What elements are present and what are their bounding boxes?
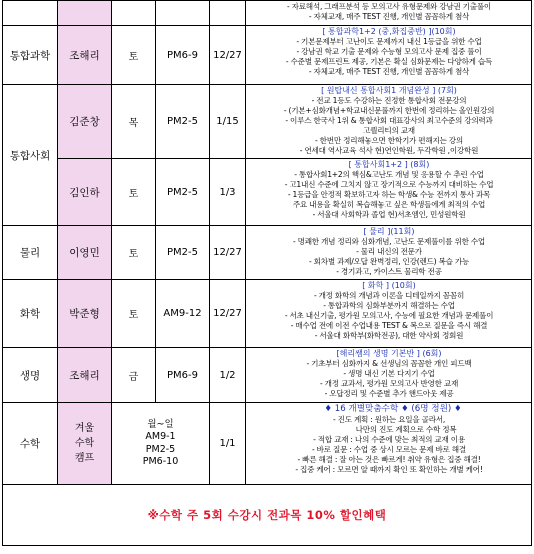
description-line: - 오답정리 및 수준별 추가 핸드아웃 제공 — [324, 389, 454, 399]
description-line: - 빠른 해결 : 잘 아는 것은 빠르게! 취약 유형은 집중 해결! — [297, 455, 481, 465]
schedule-row-integrated-society-1 — [3, 85, 532, 159]
time-cell: PM6-9 — [156, 26, 210, 85]
course-header: [해리쌤의 생명 기본반 ] (6회) — [336, 349, 442, 358]
description-cell — [246, 348, 532, 403]
description-line: - 회차별 과제/오답 완벽정리, 인강(렌드) 복습 가능 — [309, 257, 469, 267]
description-line: 고퀄리티의 교재 — [363, 126, 415, 136]
start-date-cell: 12/27 — [210, 26, 246, 85]
description-line: - 통합사회1+2의 핵심&고난도 개념 및 응용할 수 추린 수업 — [294, 170, 484, 179]
subject-cell: 통합과학 — [3, 26, 58, 85]
teacher-cell — [58, 1, 112, 26]
description-line: - 수준별 문제프린트 제공, 기본은 확실 심화문제는 다양하게 습득 — [285, 57, 493, 67]
day-cell: 금 — [112, 348, 156, 403]
teacher-cell — [58, 403, 112, 485]
day-cell: 토 — [112, 280, 156, 348]
start-date-cell: 12/27 — [210, 280, 246, 348]
class-schedule-table — [2, 0, 532, 546]
subject-cell: 물리 — [3, 226, 58, 280]
description-line: - 한번만 정리해놓으면 한학기가 편해지는 강의 — [315, 136, 463, 146]
description-line: 나만의 진도 계획으로 수학 정복 — [355, 425, 457, 435]
description-cell — [246, 26, 532, 85]
day-time-line: AM9-1 — [145, 431, 176, 442]
description-line: - 서초 내신기출, 평가원 모의고사, 수능에 필요한 개념과 문제풀이 — [284, 311, 494, 321]
start-date-cell: 1/3 — [210, 159, 246, 226]
subject-cell: 화학 — [3, 280, 58, 348]
description-line: - 통합과학의 심화부분까지 해결하는 수업 — [323, 301, 455, 311]
schedule-row-integrated-science — [3, 26, 532, 85]
day-time-line: PM6-10 — [142, 456, 179, 467]
course-header: [ 통합사회1+2 ] (8회) — [348, 160, 430, 169]
day-time-cell — [112, 403, 210, 485]
description-line: - 집중 케어 : 모르면 알 때까지 확인 또 확인하는 개별 케어! — [295, 465, 483, 475]
teacher-cell: 박준형 — [58, 280, 112, 348]
description-cell — [246, 226, 532, 280]
description-line: - 서울대 사회학과 졸업 현)서초엠인, 민성원학원 — [312, 210, 466, 220]
day-time-line: PM2-5 — [145, 443, 176, 455]
day-cell: 토 — [112, 226, 156, 280]
course-header: ♦ 16 개별맞춤수학 ♦ (6명 정원) ♦ — [324, 404, 462, 414]
camp-label-line: 겨울 — [74, 423, 95, 434]
description-line: - 바로 질문 : 수업 중 상시 모르는 문제 바로 해결 — [312, 445, 466, 455]
start-date-cell: 1/1 — [210, 403, 246, 485]
schedule-row-chemistry — [3, 280, 532, 348]
description-line: - 적합 교재 : 나의 수준에 맞는 최적의 교재 이용 — [313, 435, 465, 445]
description-line: - 진도 계획 : 원하는 요일을 골라서, — [332, 415, 446, 424]
day-cell: 토 — [112, 159, 156, 226]
description-line: - 1등급을 안정적 확보하고자 하는 학생& 수능 전까지 통사 과목 — [287, 190, 491, 200]
time-cell: PM2-5 — [156, 159, 210, 226]
description-line: - 자체교재, 매주 TEST 진행, 개인별 꼼꼼하게 첨삭 — [308, 12, 470, 22]
schedule-row-biology — [3, 348, 532, 403]
time-cell: PM2-5 — [156, 226, 210, 280]
description-line: - 강남권 학교 기출 문제와 수능형 모의고사 문제 집중 풀이 — [296, 47, 482, 57]
description-line: - 개정 교과서, 평가원 모의고사 반영한 교재 — [319, 379, 459, 389]
description-cell — [246, 159, 532, 226]
course-header: [ 원탑내신 통합사회1 개념완성 ] (7회) — [321, 86, 457, 95]
description-line: - 자료해석, 그래프분석 등 모의고사 유형문제와 강남권 기출풀이 — [286, 2, 492, 11]
subject-cell: 통합사회 — [3, 85, 58, 226]
description-line: - 이루스 한국사 1위 & 통합사회 대표강사의 최고수준의 강의력과 — [285, 116, 493, 126]
description-cell — [246, 403, 532, 485]
teacher-cell: 김준창 — [58, 85, 112, 159]
description-line: - 전교 1등도 수강하는 진정한 통합사회 전문강의 — [311, 96, 467, 105]
time-cell: AM9-12 — [156, 280, 210, 348]
discount-footer-row — [3, 485, 532, 546]
time-cell: PM6-9 — [156, 348, 210, 403]
subject-cell: 생명 — [3, 348, 58, 403]
description-cell — [246, 280, 532, 348]
description-line: 주요 내용을 확실히 복습해놓고 싶은 학생들에게 최적의 수업 — [292, 200, 486, 210]
day-cell — [112, 1, 156, 26]
description-line: - (기본+심화개념+학교내신문풀까지 한번에 정리하는 올인원강의 — [283, 106, 495, 116]
course-header: [ 물리 ](11회) — [363, 227, 415, 236]
description-line: - 개정 화학의 개념과 이론을 디테일까지 꼼꼼히 — [313, 291, 465, 300]
day-cell: 목 — [112, 85, 156, 159]
description-line: - 기본문제부터 고난이도 문제까지 내신 1등급을 위한 수업 — [296, 37, 482, 46]
schedule-row-top — [3, 1, 532, 26]
subject-cell: 수학 — [3, 403, 58, 485]
schedule-row-math — [3, 403, 532, 485]
start-date-cell: 1/2 — [210, 348, 246, 403]
teacher-cell: 조해리 — [58, 26, 112, 85]
day-time-line: 월~일 — [147, 418, 174, 430]
description-line: - 서울대 화학부(화학전공), 대한 약사회 정회원 — [314, 331, 464, 341]
start-date-cell: 1/15 — [210, 85, 246, 159]
description-line: - 기초부터 심화까지 & 선생님의 꼼꼼한 개인 피드백 — [306, 359, 472, 368]
description-line: - 자체교재, 매주 TEST 진행, 개인별 꼼꼼하게 첨삭 — [308, 67, 470, 77]
description-line: - 매수업 전에 이전 수업내용 TEST & 복으로 질문을 즉시 해결 — [290, 321, 488, 331]
description-line: - 물리 내신의 전문가 — [356, 247, 422, 257]
teacher-cell: 조해리 — [58, 348, 112, 403]
description-line: - 경기과고, 카이스트 물리학 전공 — [336, 267, 442, 277]
course-header: [ 화학 ] (10회) — [362, 281, 416, 290]
course-header: [ 통합과학1+2 (중,화집중반) ](10회) — [322, 27, 456, 36]
time-cell: PM2-5 — [156, 85, 210, 159]
schedule-row-physics — [3, 226, 532, 280]
start-date-cell: 12/27 — [210, 226, 246, 280]
camp-label-line: 수학 — [74, 438, 95, 449]
description-line: - 명쾌한 개념 정리와 심화개념, 고난도 문제풀이를 위한 수업 — [292, 237, 485, 246]
subject-cell — [3, 1, 58, 26]
day-cell: 토 — [112, 26, 156, 85]
camp-label-line: 캠프 — [74, 453, 95, 464]
teacher-cell: 김인하 — [58, 159, 112, 226]
time-cell — [156, 1, 210, 26]
description-line: - 연세대 역사교육 석사 현)연인학원, 두각학원 ,이강학원 — [299, 146, 479, 156]
discount-notice: ※수학 주 5회 수강시 전과목 10% 할인혜택 — [3, 485, 532, 546]
start-date-cell — [210, 1, 246, 26]
teacher-cell: 이영민 — [58, 226, 112, 280]
description-line: - 고1내신 수준에 그치지 않고 장기적으로 수능까지 대비하는 수업 — [284, 180, 494, 190]
description-line: - 생명 내신 기본 다지기 수업 — [343, 369, 435, 379]
description-cell — [246, 1, 532, 26]
schedule-row-integrated-society-2 — [3, 159, 532, 226]
description-cell — [246, 85, 532, 159]
